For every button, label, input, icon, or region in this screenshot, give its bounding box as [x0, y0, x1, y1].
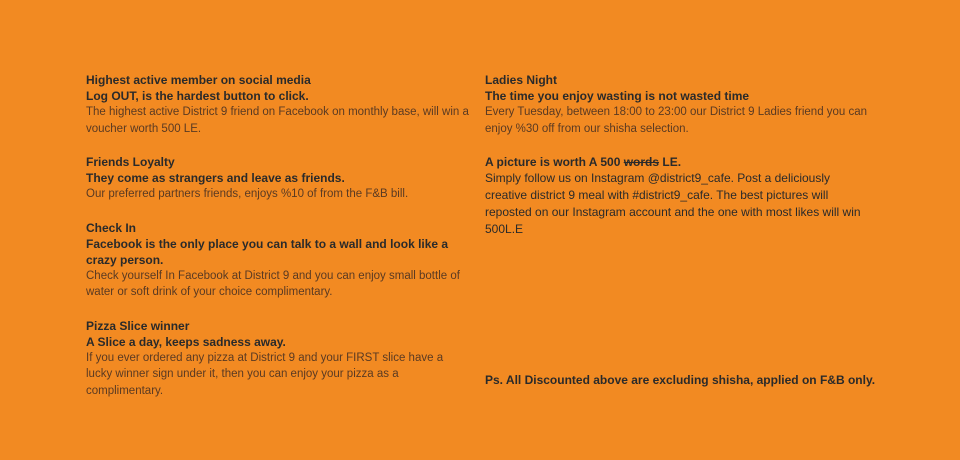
offer-body: Our preferred partners friends, enjoys %10 of from the F&B bill. — [86, 188, 409, 200]
left-column — [86, 72, 471, 416]
title-post: LE. — [659, 155, 682, 169]
offer-subtitle: Facebook is the only place you can talk to a wall and look like a crazy person. — [86, 236, 449, 267]
offer-ladies-night — [485, 72, 870, 137]
offer-subtitle: The time you enjoy wasting is not wasted time — [485, 89, 750, 103]
offer-title: Friends Loyalty — [86, 155, 175, 169]
offer-body: Check yourself In Facebook at District 9 and you can enjoy small bottle of water or soft drink of your choice complimentary. — [86, 269, 460, 298]
offer-pizza-slice — [86, 318, 471, 400]
title-pre: A picture is worth A 500 — [485, 155, 624, 169]
footnote: Ps. All Discounted above are excluding shisha, applied on F&B only. — [485, 373, 876, 387]
offer-subtitle: Log OUT, is the hardest button to click. — [86, 89, 309, 103]
offer-title: Pizza Slice winner — [86, 318, 190, 333]
offer-title: Highest active member on social media — [86, 73, 311, 87]
offer-subtitle: A Slice a day, keeps sadness away. — [86, 334, 286, 349]
offer-picture — [485, 154, 870, 238]
offer-title: Check In — [86, 220, 137, 235]
offer-title — [485, 154, 870, 170]
offer-check-in — [86, 220, 471, 301]
offer-subtitle: They come as strangers and leave as friends. — [86, 171, 345, 185]
title-strike: words — [623, 155, 660, 169]
offer-title: Ladies Night — [485, 73, 558, 87]
offer-body: If you ever ordered any pizza at District 9 and your FIRST slice have a lucky winner sign under it, then you can enjoy your pizza as a complimentary. — [86, 351, 444, 397]
offer-friends-loyalty — [86, 154, 471, 203]
offer-body: Every Tuesday, between 18:00 to 23:00 our District 9 Ladies friend you can enjoy %30 off from our shisha selection. — [485, 106, 868, 135]
offer-body: Simply follow us on Instagram @district9_cafe. Post a deliciously creative district 9 meal with #district9_cafe. The best pictures will reposted on our Instagram account and the one with most likes will win 500L.E — [485, 171, 861, 236]
offer-body: The highest active District 9 friend on Facebook on monthly base, will win a voucher worth 500 LE. — [86, 106, 469, 135]
right-column — [485, 72, 870, 255]
offer-social-media — [86, 72, 471, 137]
